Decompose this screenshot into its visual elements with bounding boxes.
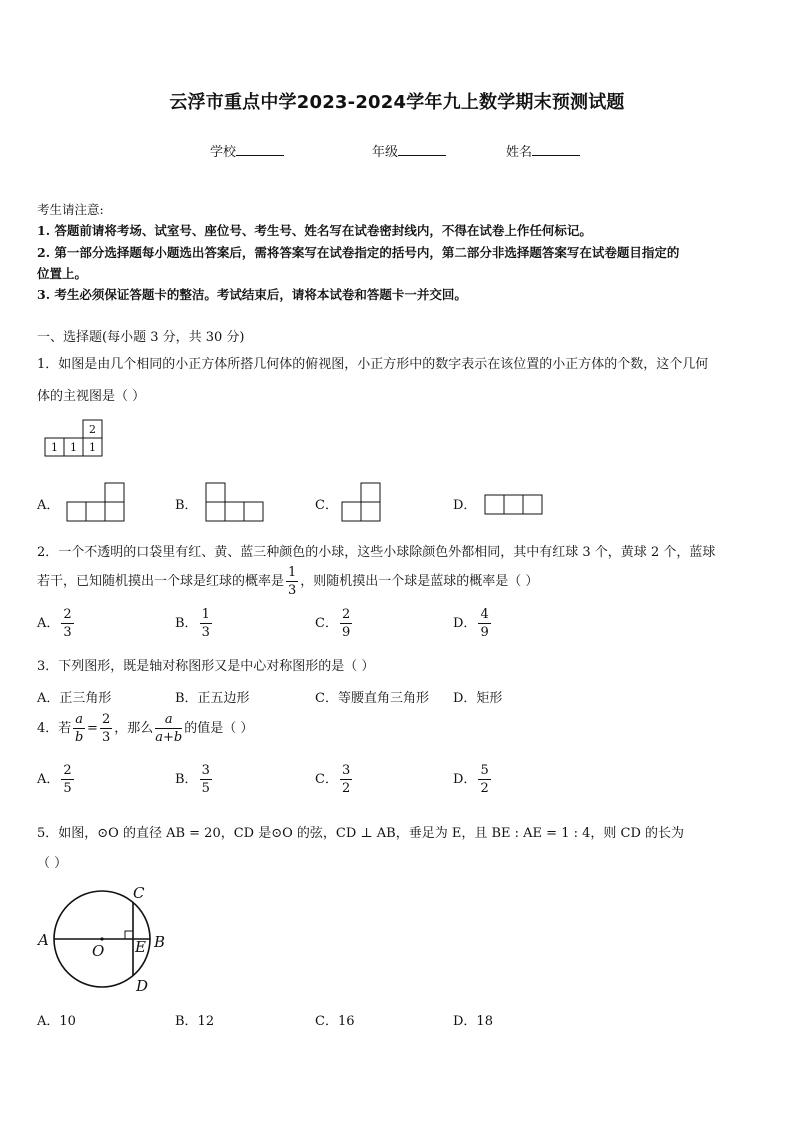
numerator: 2 [341, 607, 351, 622]
q2-option-a [37, 608, 76, 639]
notice-item-1: 1. 答题前请将考场、试室号、座位号、考生号、姓名写在试卷密封线内，不得在试卷上作任何标记。 [37, 223, 592, 238]
q1-option-c-figure [342, 482, 384, 522]
numerator: a [155, 713, 182, 729]
option-fraction [340, 764, 352, 795]
q2-option-d [453, 608, 493, 639]
option-label: C． [315, 772, 338, 787]
numerator: 2 [63, 607, 72, 622]
q2-option-b [175, 608, 214, 639]
numerator: 5 [480, 763, 489, 778]
q1-option-d-figure [485, 494, 547, 516]
notice-item-2: 2. 第一部分选择题每小题选出答案后，需将答案写在试卷指定的括号内，第二部分非选择题答案写在试卷题目指定的 [37, 245, 680, 260]
denominator: 9 [341, 625, 351, 640]
name-field [506, 141, 580, 160]
name-label: 姓名 [506, 145, 533, 160]
q1-option-a-label: A． [37, 498, 60, 513]
q1-top-view-grid [45, 419, 105, 459]
option-fraction [61, 764, 73, 795]
equals-sign: = [87, 721, 98, 736]
right-angle-mark [125, 931, 133, 939]
q2-text-line1: 2．一个不透明的口袋里有红、黄、蓝三种颜色的小球，这些小球除颜色外都相同，其中有红球 3 个，黄球 2 个，蓝球 [37, 545, 716, 560]
q1-option-b-figure [206, 482, 266, 522]
q1-option-a-figure [67, 482, 127, 522]
center-dot [100, 937, 103, 940]
q2-red-probability [286, 566, 298, 597]
numerator: 3 [201, 763, 210, 778]
q3-option-b: B．正五边形 [175, 691, 250, 706]
option-label: D． [453, 616, 477, 631]
q4-mid: ，那么 [114, 721, 154, 736]
option-fraction [340, 608, 352, 639]
notice-heading: 考生请注意: [37, 202, 104, 217]
option-fraction [61, 608, 73, 639]
grade-field [372, 141, 446, 160]
q4-pre: 4．若 [37, 721, 72, 736]
page-title: 云浮市重点中学2023-2024学年九上数学期末预测试题 [169, 92, 625, 113]
denominator: 5 [63, 781, 72, 796]
q4-option-a [37, 764, 76, 795]
q4-fraction-a-over-a-plus-b [155, 713, 182, 744]
label-e: E [135, 938, 146, 956]
q2-option-c [315, 608, 354, 639]
q4-option-b [175, 764, 214, 795]
denominator: a+b [155, 730, 183, 745]
q3-option-d: D．矩形 [453, 691, 503, 706]
notice-item-2-cont: 位置上。 [37, 266, 88, 281]
name-blank [532, 143, 580, 156]
option-fraction [478, 608, 490, 639]
numerator: 1 [288, 565, 297, 580]
option-fraction [200, 608, 212, 639]
denominator: 3 [63, 625, 72, 640]
option-label: C． [315, 616, 338, 631]
q4-option-c [315, 764, 354, 795]
grid-number: 1 [89, 441, 96, 454]
option-label: A． [37, 772, 60, 787]
q5-option-a: A．10 [37, 1014, 76, 1029]
numerator: a [75, 712, 84, 727]
numerator: 4 [480, 607, 489, 622]
q4-post: 的值是（ ） [184, 721, 254, 736]
q3-option-c: C．等腰直角三角形 [315, 691, 429, 706]
option-label: B． [175, 616, 198, 631]
option-fraction [478, 764, 490, 795]
numerator: 3 [341, 763, 351, 778]
denominator: 3 [201, 625, 210, 640]
q1-option-d-label: D． [453, 498, 477, 513]
option-fraction [200, 764, 212, 795]
option-label: B． [175, 772, 198, 787]
notice-item-3: 3. 考生必须保证答题卡的整洁。考试结束后，请将本试卷和答题卡一并交回。 [37, 287, 467, 302]
q5-option-d: D．18 [453, 1014, 493, 1029]
q4-fraction-a-over-b [73, 713, 85, 744]
grid-number: 1 [51, 441, 58, 454]
q1-text-line1: 1．如图是由几个相同的小正方体所搭几何体的俯视图，小正方形中的数字表示在该位置的小正方体的个数，这个几何 [37, 357, 709, 372]
label-b: B [154, 933, 166, 951]
q1-option-c-label: C． [315, 498, 338, 513]
q2-line2-post: ，则随机摸出一个球是蓝球的概率是（ ） [300, 574, 539, 589]
label-c: C [133, 884, 145, 902]
denominator: 9 [480, 625, 489, 640]
q4-text [37, 713, 253, 744]
option-label: D． [453, 772, 477, 787]
label-a: A [38, 931, 49, 949]
numerator: 2 [101, 712, 111, 727]
school-blank [236, 143, 284, 156]
numerator: 2 [63, 763, 72, 778]
q5-option-b: B．12 [175, 1014, 215, 1029]
q2-text-line2 [37, 566, 538, 597]
q1-text-line2: 体的主视图是（ ） [37, 389, 146, 404]
q4-fraction-2-over-3 [100, 713, 112, 744]
q4-option-d [453, 764, 493, 795]
denominator: 3 [288, 583, 297, 598]
school-label: 学校 [210, 145, 237, 160]
grid-number: 1 [70, 441, 77, 454]
school-field [210, 141, 284, 160]
q5-text-line2: （ ） [37, 856, 68, 871]
q3-option-a: A．正三角形 [37, 691, 112, 706]
grid-number: 2 [89, 423, 96, 436]
label-o: O [92, 942, 105, 960]
grade-blank [398, 143, 446, 156]
section-heading: 一、选择题(每小题 3 分，共 30 分) [37, 330, 245, 345]
grade-label: 年级 [372, 145, 399, 160]
numerator: 1 [201, 607, 210, 622]
denominator: 2 [341, 781, 351, 796]
q5-text-line1: 5．如图，⊙O 的直径 AB = 20，CD 是⊙O 的弦，CD ⊥ AB，垂足为 E，且 BE : AE = 1 : 4，则 CD 的长为 [37, 826, 685, 841]
denominator: 3 [101, 730, 111, 745]
q3-text: 3．下列图形，既是轴对称图形又是中心对称图形的是（ ） [37, 659, 375, 674]
label-d: D [136, 977, 149, 995]
denominator: b [75, 730, 84, 745]
q2-line2-pre: 若干，已知随机摸出一个球是红球的概率是 [37, 574, 285, 589]
denominator: 5 [201, 781, 210, 796]
q5-circle-figure [36, 880, 176, 995]
q5-option-c: C．16 [315, 1014, 355, 1029]
q1-option-b-label: B． [175, 498, 198, 513]
option-label: A． [37, 616, 60, 631]
denominator: 2 [480, 781, 489, 796]
